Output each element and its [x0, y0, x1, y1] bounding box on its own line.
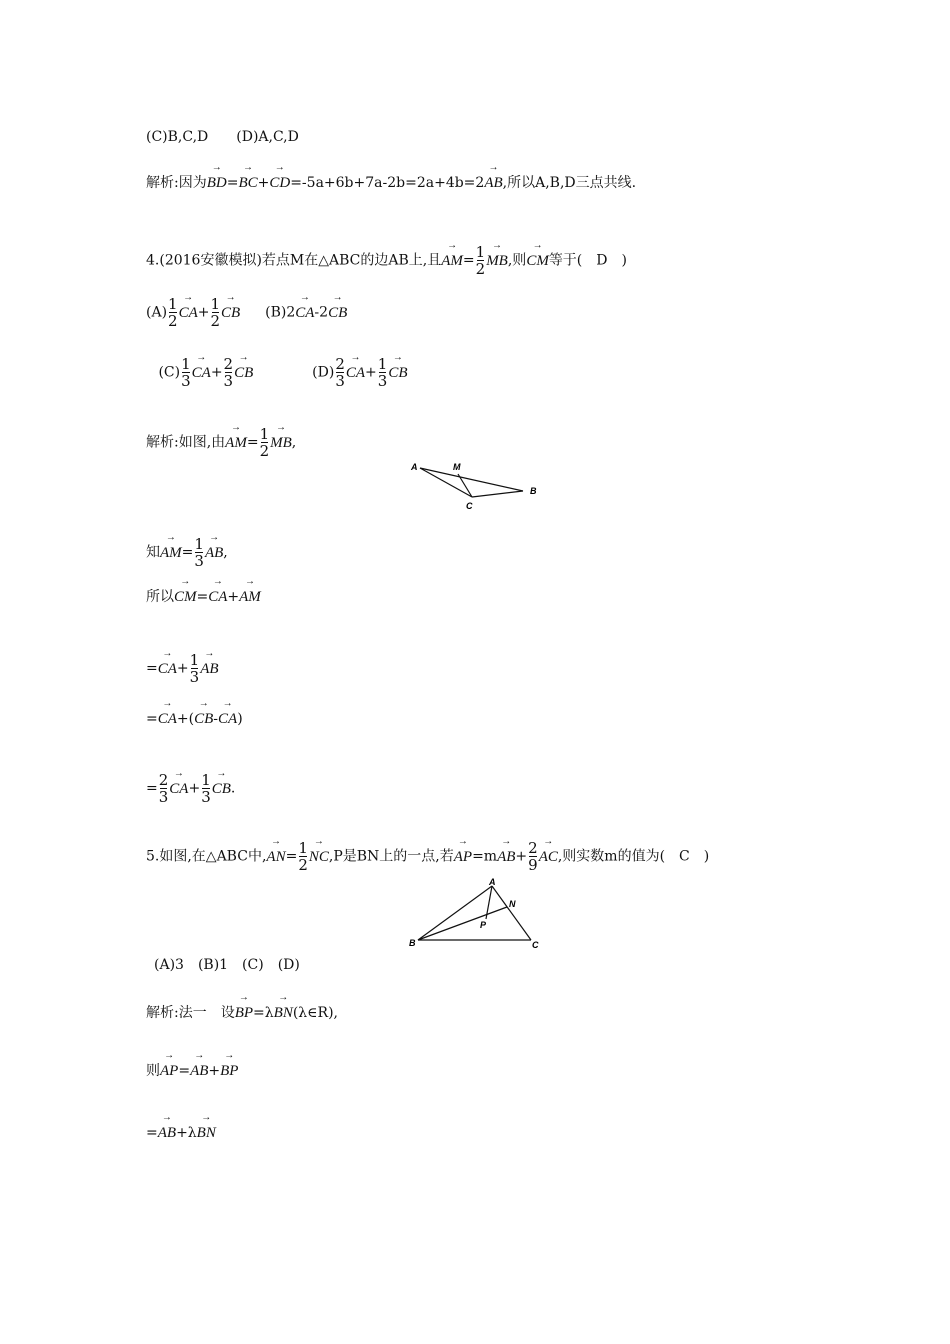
- solution-3: 解析:因为→ BD=→ BC+→ CD=-5a+6b+7a-2b=2a+4b=2→ AB,所以A,B,D三点共线.: [146, 174, 636, 192]
- question-5-options: (A)3 (B)1 (C) (D): [154, 957, 300, 973]
- label-a: A: [411, 462, 418, 472]
- question-4-options-ab: (A) $\frac{1}{2}$ → CA+ $\frac{1}{2}$ → CB (B)2→ CA-2→ CB: [146, 296, 347, 329]
- vector-cd: → CD: [269, 174, 290, 192]
- solution-5-step: =→ AB+λ→ BN: [146, 1124, 216, 1142]
- figure-triangle-abc: [406, 876, 550, 952]
- options-c-d: (C)B,C,D (D)A,C,D: [146, 129, 299, 145]
- fraction-one-half: $\frac{1}{2}$: [475, 243, 486, 278]
- label-c: C: [466, 501, 473, 511]
- solution-4-step-1: =→ CA+ $\frac{1}{3}$ → AB: [146, 652, 219, 685]
- question-4: 4.(2016安徽模拟)若点M在△ABC的边AB上,且→ AM= $\frac{1}{2}$ → MB,则→ CM等于( D ): [146, 244, 627, 277]
- solution-4-intro: 解析:如图,由→ AM= $\frac{1}{2}$ → MB,: [146, 426, 296, 459]
- label-n: N: [509, 899, 516, 909]
- vector-bd: → BD: [207, 174, 227, 192]
- figure-triangle-amb: [408, 458, 544, 512]
- solution-5-intro: 解析:法一 设→ BP=λ→ BN(λ∈R),: [146, 1004, 338, 1022]
- vector-bc: → BC: [238, 174, 257, 192]
- question-4-options-cd: (C) $\frac{1}{3}$ → CA+ $\frac{2}{3}$ → CB (D) $\frac{2}{3}$ → CA+ $\frac{1}{3}$ → CB: [146, 356, 408, 389]
- vector-ab: → AB: [484, 174, 502, 192]
- label-m: M: [453, 462, 461, 472]
- label-p: P: [480, 920, 487, 930]
- solution-4-so: 所以→ CM=→ CA+→ AM: [146, 588, 261, 606]
- solution-4-know: 知→ AM= $\frac{1}{3}$ → AB,: [146, 536, 228, 569]
- solution-4-step-3: = $\frac{2}{3}$ → CA+ $\frac{1}{3}$ → CB.: [146, 772, 235, 805]
- label-c: C: [532, 940, 539, 950]
- label-a: A: [489, 877, 496, 887]
- label-b: B: [530, 486, 537, 496]
- solution-4-step-2: =→ CA+(→ CB-→ CA): [146, 710, 243, 728]
- question-5: 5.如图,在△ABC中,→ AN= $\frac{1}{2}$ → NC,P是BN上的一点,若→ AP=m→ AB+ $\frac{2}{9}$ → AC,则实数m的值为( C ): [146, 840, 709, 873]
- solution-5-then: 则→ AP=→ AB+→ BP: [146, 1062, 238, 1080]
- label-b: B: [409, 938, 416, 948]
